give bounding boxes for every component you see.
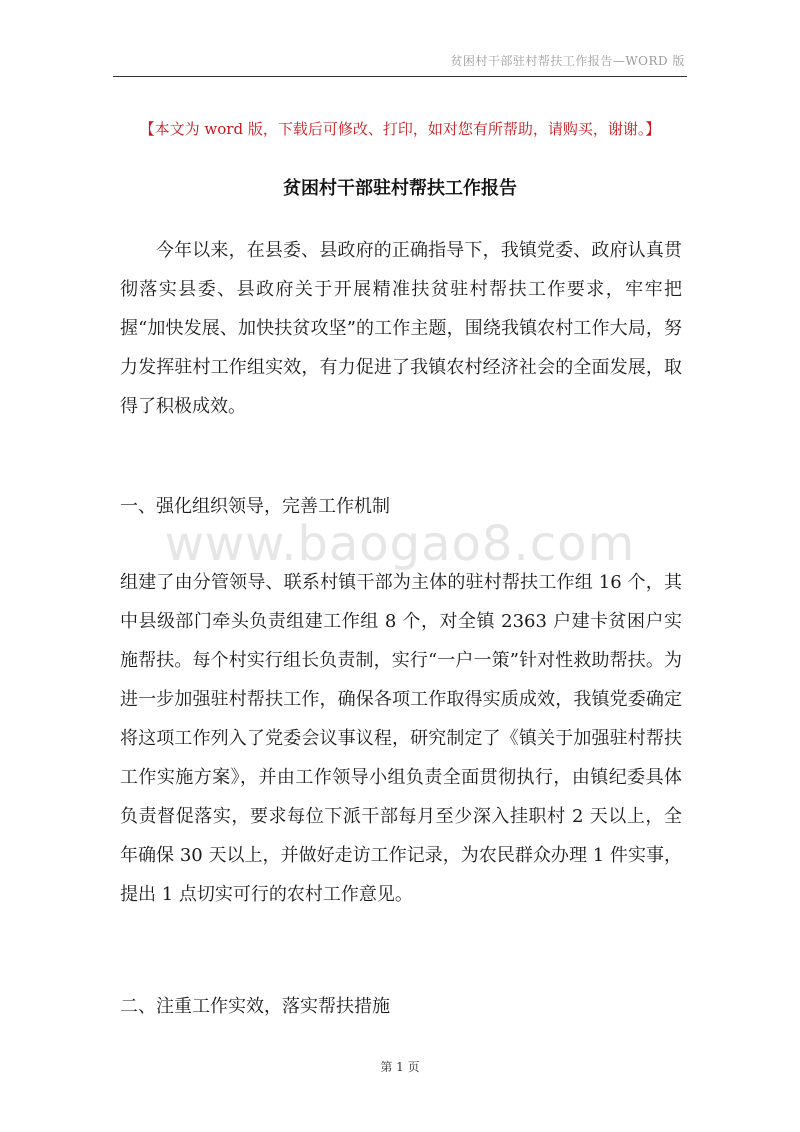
document-title: 贫困村干部驻村帮扶工作报告 (283, 178, 517, 199)
page-number: 第 1 页 (380, 1060, 420, 1074)
section-heading-2: 二、注重工作实效，落实帮扶措施 (120, 996, 390, 1017)
purchase-notice: 【本文为 word 版，下载后可修改、打印，如对您有所帮助，请购买，谢谢。】 (139, 120, 661, 138)
running-header: 贫困村干部驻村帮扶工作报告—WORD 版 (450, 54, 685, 68)
section-body-1: 组建了由分管领导、联系村镇干部为主体的驻村帮扶工作组 16 个，其中县级部门牵头负责组建工作组 8 个，对全镇 2363 户建卡贫困户实施帮扶。每个村实行组长负责制，实行“一户一策”针对性救助帮扶。为进一步加强驻村帮扶工作，确保各项工作取得实质成效，我镇党委确定将这项工作列入了党委会议事议程，研究制定了《镇关于加强驻村帮扶工作实施方案》，并由工作领导小组负责全面贯彻执行，由镇纪委具体负责督促落实，要求每位下派干部每月至少深入挂职村 2 天以上，全年确保 30 天以上，并做好走访工作记录，为农民群众办理 1 件实事，提出 1 点切实可行的农村工作意见。 (120, 572, 682, 905)
intro-paragraph: 今年以来，在县委、县政府的正确指导下，我镇党委、政府认真贯彻落实县委、县政府关于开展精准扶贫驻村帮扶工作要求，牢牢把握“加快发展、加快扶贫攻坚”的工作主题，围绕我镇农村工作大局，努力发挥驻村工作组实效，有力促进了我镇农村经济社会的全面发展，取得了积极成效。 (120, 240, 682, 417)
section-heading-1: 一、强化组织领导，完善工作机制 (120, 496, 390, 517)
watermark: www.baogao8.com (164, 516, 636, 572)
header-rule (113, 76, 687, 77)
